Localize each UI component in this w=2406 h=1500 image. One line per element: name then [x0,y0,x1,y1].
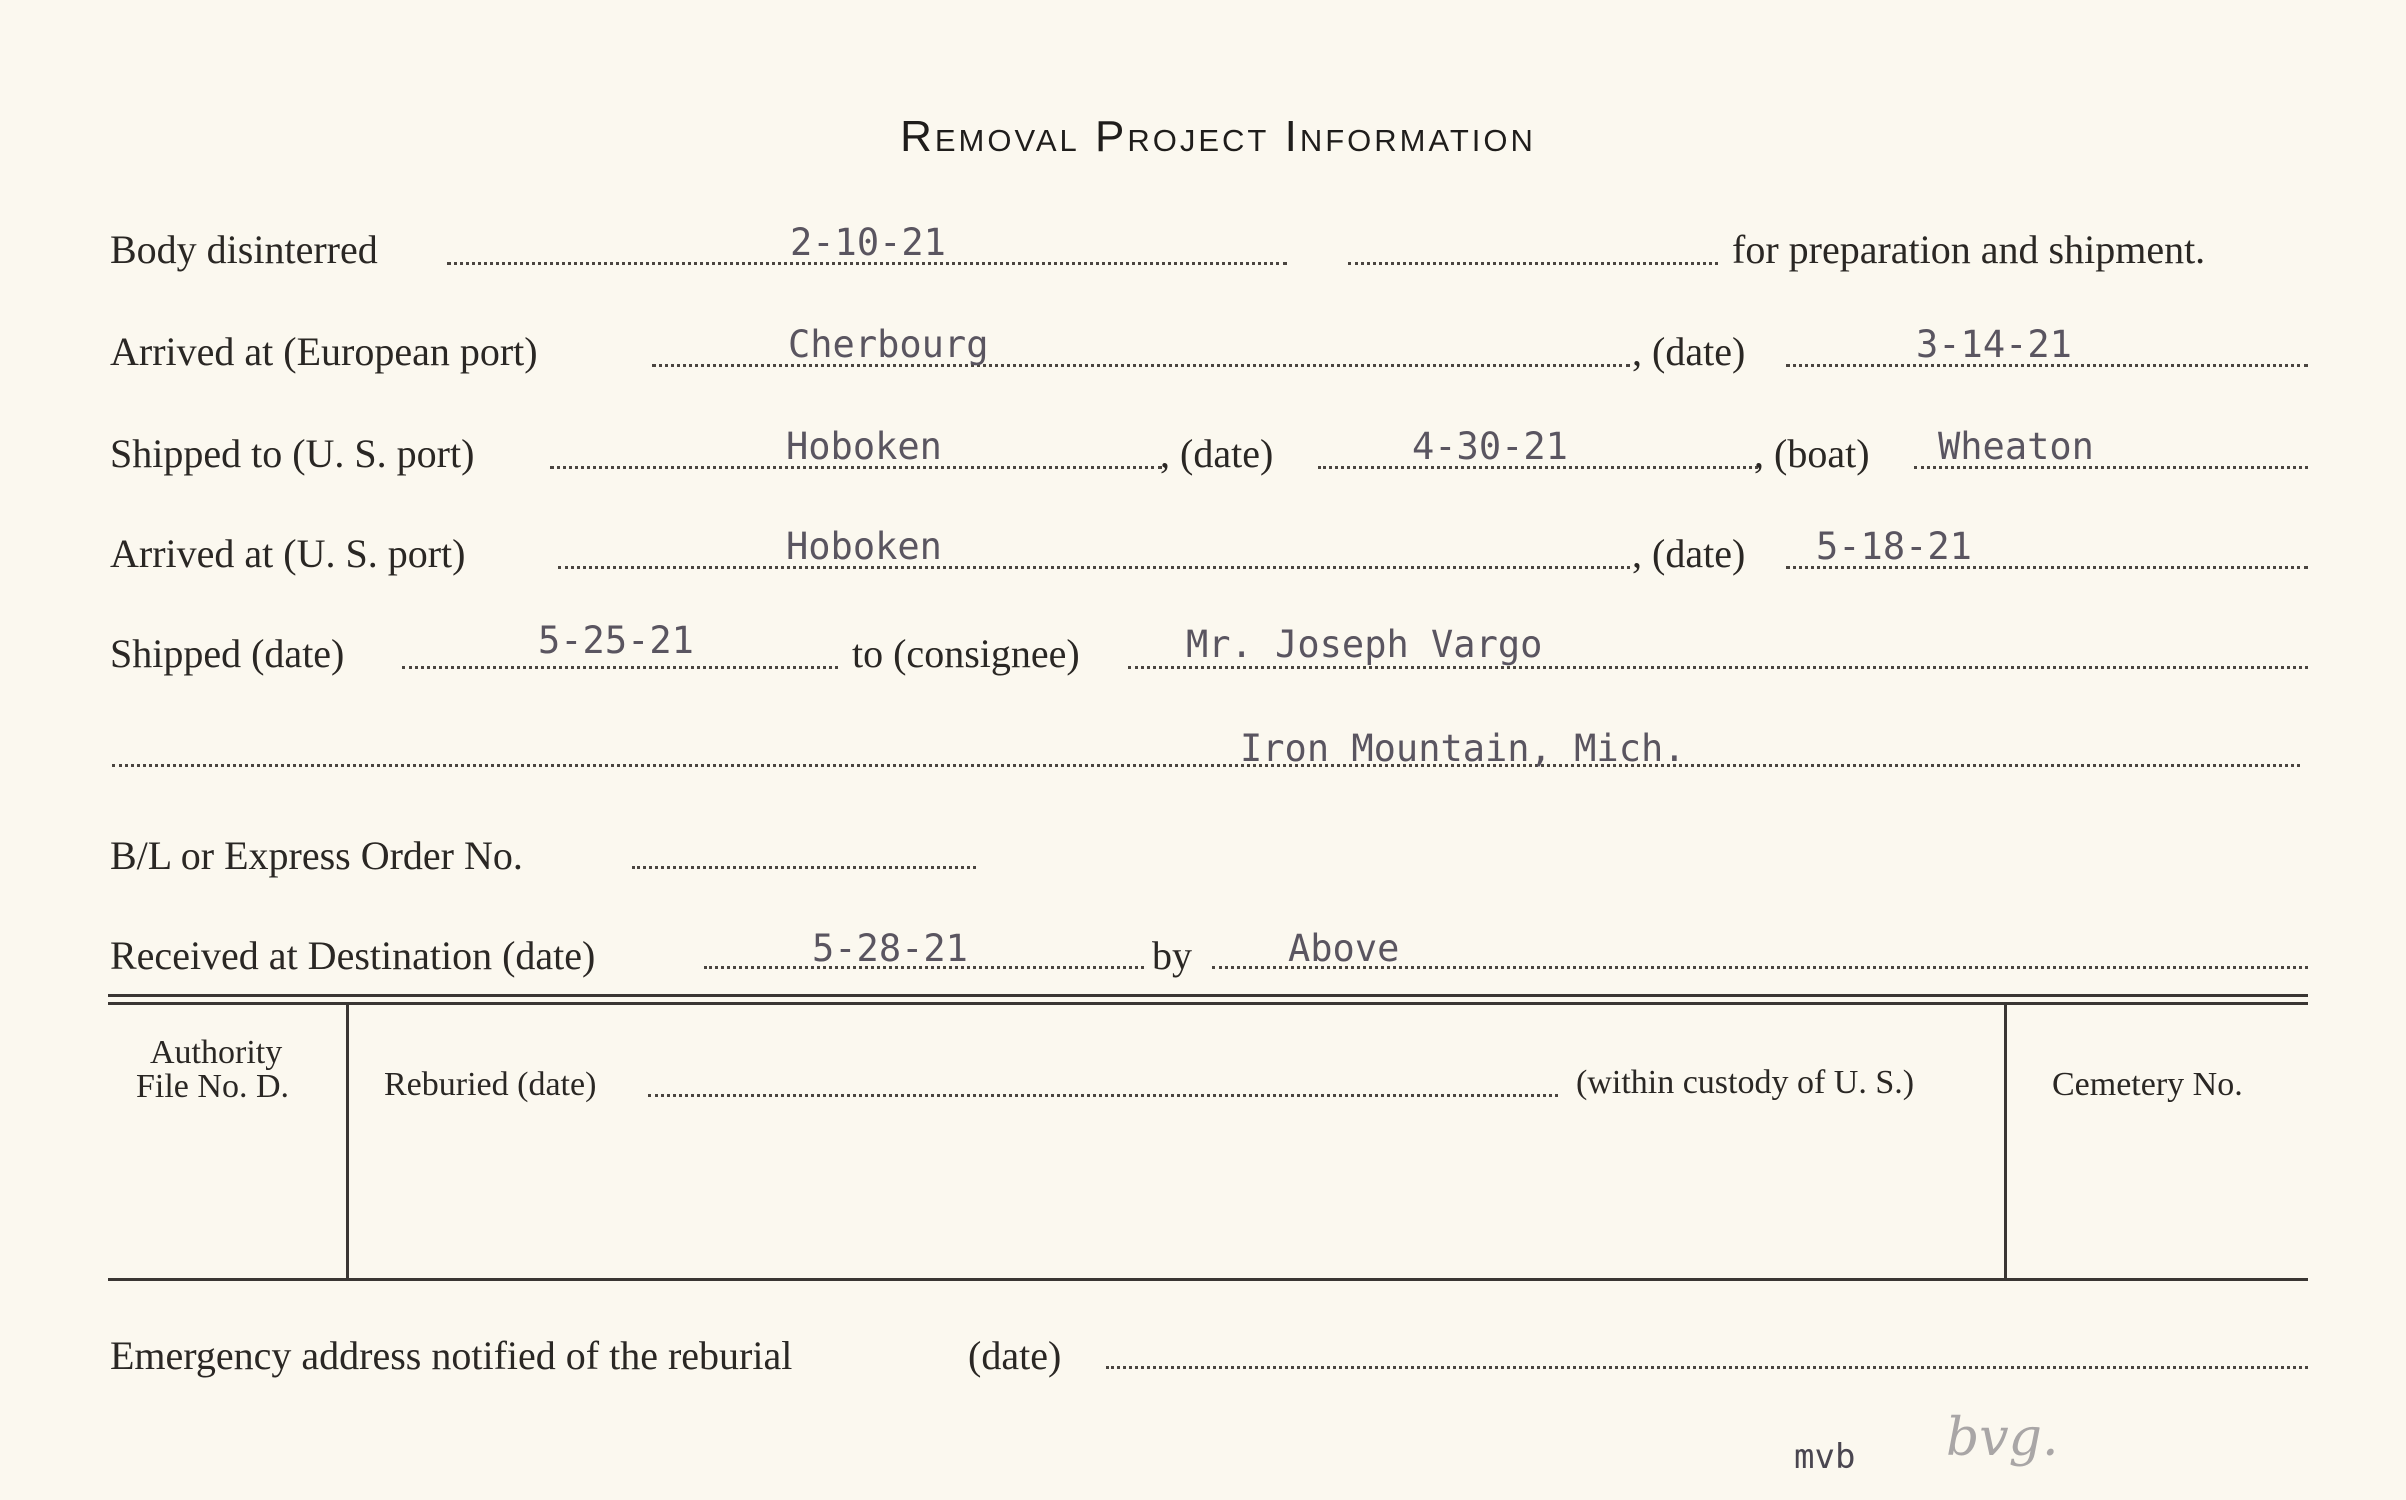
emergency-label: Emergency address notified of the reburial [110,1333,793,1378]
arrived-european-label: Arrived at (European port) [110,329,538,374]
consignee-address-field [112,764,2300,767]
authority-label-1: Authority [150,1034,283,1071]
received-label: Received at Destination (date) [110,933,596,978]
european-date-value: 3-14-21 [1916,323,2072,366]
authority-label-2: File No. D. [136,1068,289,1105]
table-divider-left [346,1004,349,1278]
received-date-value: 5-28-21 [812,927,968,970]
emergency-date-label: (date) [968,1333,1062,1378]
emergency-field [1106,1366,2308,1369]
shipped-us-label: Shipped to (U. S. port) [110,431,475,476]
form-title: Removal Project Information [900,112,1536,161]
arrived-us-port-field [558,566,1630,569]
table-top-rule-2 [108,1002,2308,1005]
european-port-value: Cherbourg [788,323,989,366]
us-port-value: Hoboken [786,425,942,468]
arrived-us-date-label: , (date) [1632,531,1746,576]
consignee-address-value: Iron Mountain, Mich. [1240,727,1686,770]
arrived-us-port-value: Hoboken [786,525,942,568]
consignee-label: to (consignee) [852,631,1080,676]
custody-label: (within custody of U. S.) [1576,1064,1915,1101]
bl-field [632,866,976,869]
reburied-label: Reburied (date) [384,1066,597,1103]
received-by-value: Above [1288,927,1400,970]
table-top-rule-1 [108,994,2308,997]
table-divider-right [2004,1004,2007,1278]
received-by-label: by [1152,933,1192,978]
bl-label: B/L or Express Order No. [110,833,523,878]
disinterred-date: 2-10-21 [790,221,946,264]
boat-label: , (boat) [1754,431,1870,476]
consignee-field [1128,666,2308,669]
disinterred-label: Body disinterred [110,227,378,272]
shipped-date-label: , (date) [1160,431,1274,476]
shipped-field [402,666,838,669]
reburied-field [648,1094,1558,1097]
shipped-label: Shipped (date) [110,631,345,676]
consignee-value: Mr. Joseph Vargo [1186,623,1543,666]
boat-value: Wheaton [1938,425,2094,468]
disinterred-field-extra [1348,262,1718,265]
disinterred-suffix: for preparation and shipment. [1732,227,2206,272]
shipped-date-value: 4-30-21 [1412,425,1568,468]
clerk-initials: mvb [1794,1437,1856,1477]
shipped-value: 5-25-21 [538,619,694,662]
arrived-us-label: Arrived at (U. S. port) [110,531,466,576]
cemetery-label: Cemetery No. [2052,1066,2243,1103]
table-bottom-rule [108,1278,2308,1281]
arrived-us-date-value: 5-18-21 [1816,525,1972,568]
pencil-mark: bvg. [1946,1408,2059,1468]
european-date-label: , (date) [1632,329,1746,374]
